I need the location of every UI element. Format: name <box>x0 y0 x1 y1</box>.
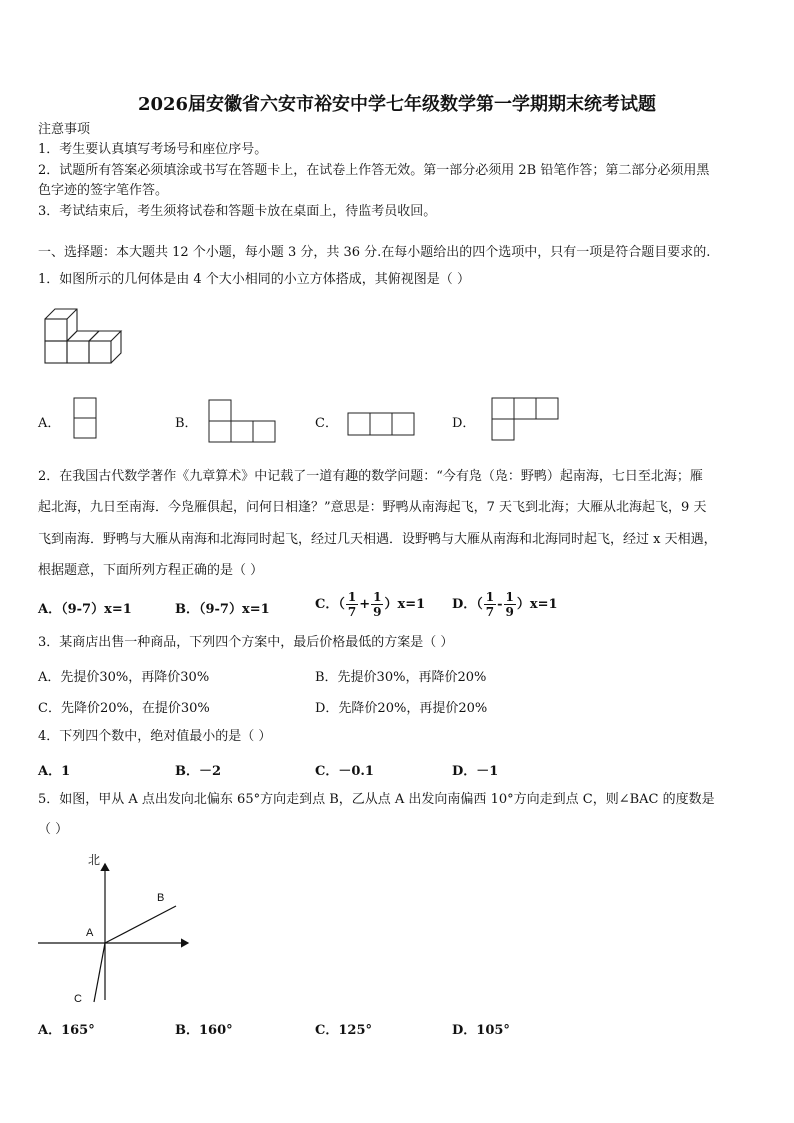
q1-solid-figure <box>40 305 130 367</box>
q5-north-label: 北 <box>88 853 101 867</box>
q2-option-d-den-1: 7 <box>485 605 495 619</box>
q1-option-d-figure <box>491 397 559 441</box>
q3-option-c: C．先降价20%，在提价30% <box>38 701 210 716</box>
q2-option-c-frac-2 <box>371 590 383 619</box>
notice-item-2: 2．试题所有答案必须填涂或书写在答题卡上，在试卷上作答无效。第一部分必须用 2B 铅笔作答；第二部分必须用黑 <box>38 163 710 178</box>
q2-option-c-den-2: 9 <box>373 605 382 619</box>
q1-option-c-label: C． <box>315 416 338 431</box>
q5-option-b: B．160° <box>175 1023 233 1038</box>
q5-point-b-label: B <box>157 892 165 904</box>
q2-line-3: 飞到南海．野鸭与大雁从南海和北海同时起飞，经过几天相遇．设野鸭与大雁从南海和北海同时起飞，经过 x 天相遇， <box>38 532 717 547</box>
notice-item-2-cont: 色字迹的签字笔作答。 <box>38 183 169 198</box>
q4-option-d: D．－1 <box>452 764 499 779</box>
q1-option-a-label: A． <box>38 416 61 431</box>
q1-stem: 1．如图所示的几何体是由 4 个大小相同的小立方体搭成，其俯视图是（ ） <box>38 272 470 287</box>
q5-option-a: A．165° <box>38 1023 95 1038</box>
q2-option-c-frac-1 <box>346 590 358 619</box>
q2-option-d-label: D．（ <box>452 597 483 612</box>
q2-option-d-den-2: 9 <box>505 605 514 619</box>
q5-option-c: C．125° <box>315 1023 372 1038</box>
q3-option-b: B．先提价30%，再降价20% <box>315 670 487 685</box>
q2-line-2: 起北海，九日至南海．今凫雁俱起，问何日相逢？”意思是：野鸭从南海起飞，7 天飞到北海；大雁从北海起飞，9 天 <box>38 500 707 515</box>
q5-stem: 5．如图，甲从 A 点出发向北偏东 65°方向走到点 B，乙从点 A 出发向南偏西 10°方向走到点 C，则∠BAC 的度数是 <box>38 792 715 807</box>
q2-option-c-num-2: 1 <box>373 590 382 604</box>
q4-stem: 4．下列四个数中，绝对值最小的是（ ） <box>38 729 272 744</box>
notice-item-1: 1．考生要认真填写考场号和座位序号。 <box>38 142 268 157</box>
q1-option-b-figure <box>208 399 276 443</box>
q4-option-b: B．－2 <box>175 764 222 779</box>
q2-option-d-num-2: 1 <box>505 590 514 604</box>
q2-line-4: 根据题意，下面所列方程正确的是（ ） <box>38 563 264 578</box>
notice-heading: 注意事项 <box>38 122 91 137</box>
q2-option-d <box>452 590 558 619</box>
q5-stem-blank: （ ） <box>38 822 69 837</box>
q4-option-a: A．1 <box>38 764 71 779</box>
q2-option-b: B．（9-7）x=1 <box>175 602 270 617</box>
q2-line-1: 2．在我国古代数学著作《九章算术》中记载了一道有趣的数学问题：“今有凫（凫：野鸭）起南海，七日至北海；雁 <box>38 469 703 484</box>
q2-option-a: A．（9-7）x=1 <box>38 602 132 617</box>
q2-option-c-den-1: 7 <box>347 605 357 619</box>
q1-option-b-label: B． <box>175 416 198 431</box>
section-heading: 一、选择题：本大题共 12 个小题，每小题 3 分，共 36 分.在每小题给出的四个选项中，只有一项是符合题目要求的. <box>38 245 711 260</box>
q5-compass-figure <box>36 850 196 1010</box>
q2-option-d-frac-2 <box>504 590 516 619</box>
q3-stem: 3．某商店出售一种商品，下列四个方案中，最后价格最低的方案是（ ） <box>38 635 454 650</box>
q1-option-d-label: D． <box>452 416 476 431</box>
q3-option-d: D．先降价20%，再提价20% <box>315 701 488 716</box>
q2-option-c <box>315 590 425 619</box>
notice-item-3: 3．考试结束后，考生须将试卷和答题卡放在桌面上，待监考员收回。 <box>38 204 437 219</box>
q3-option-a: A．先提价30%，再降价30% <box>38 670 210 685</box>
q1-option-a-figure <box>73 397 97 439</box>
q5-point-c-label: C <box>74 993 82 1005</box>
q2-option-c-num-1: 1 <box>347 590 357 604</box>
q2-option-d-op: - <box>497 597 503 612</box>
q2-option-d-frac-1 <box>484 590 496 619</box>
q2-option-c-label: C．（ <box>315 597 345 612</box>
q5-option-d: D．105° <box>452 1023 510 1038</box>
q2-option-c-tail: ）x=1 <box>384 597 426 612</box>
page-title: 2026届安徽省六安市裕安中学七年级数学第一学期期末统考试题 <box>137 94 657 115</box>
q4-option-c: C．－0.1 <box>315 764 374 779</box>
q2-option-d-tail: ）x=1 <box>516 597 558 612</box>
q1-option-c-figure <box>347 412 415 436</box>
q2-option-d-num-1: 1 <box>485 590 495 604</box>
q2-option-c-op: + <box>359 597 371 612</box>
q5-point-a-label: A <box>86 927 94 939</box>
